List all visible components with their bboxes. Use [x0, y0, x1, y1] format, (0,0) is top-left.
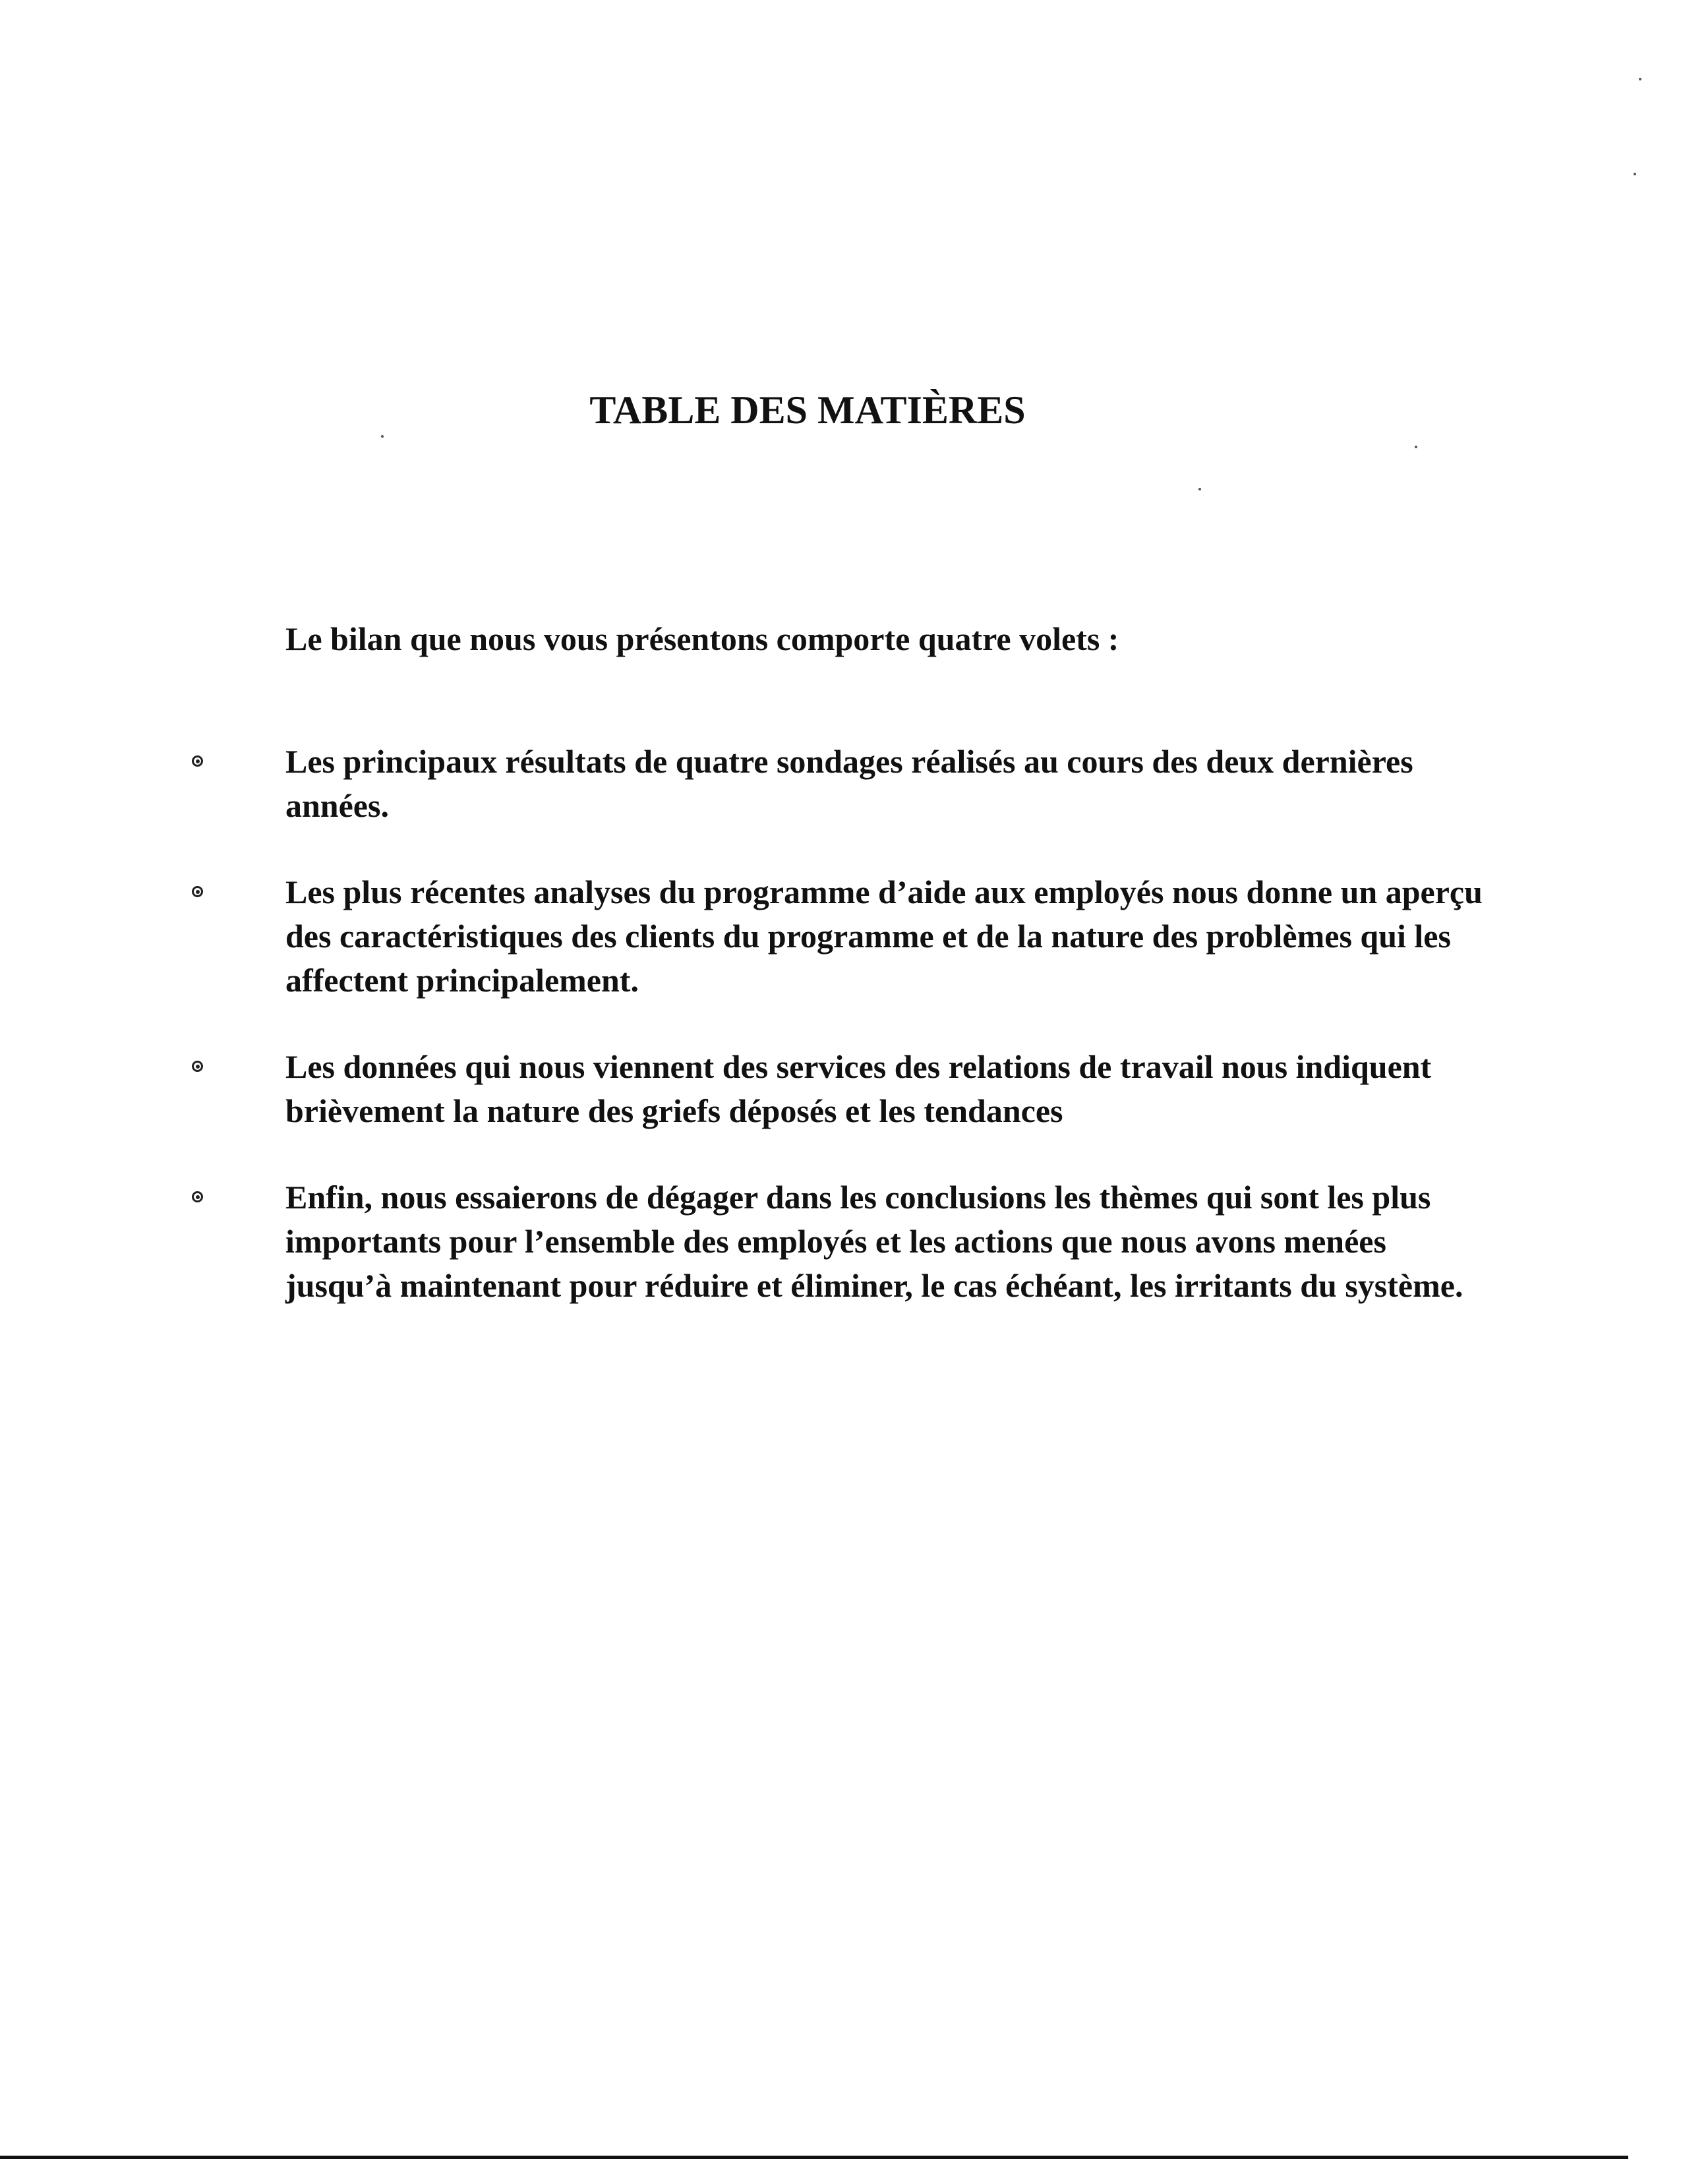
- list-item: [0, 1175, 1681, 1308]
- list-item-text: Les plus récentes analyses du programme d’aide aux employés nous donne un aperçu des caractéristiques des clients du programme et de la nature des problèmes qui les affectent principalement.: [285, 873, 1483, 999]
- page-title: TABLE DES MATIÈRES: [589, 388, 1026, 432]
- list-item-text: Enfin, nous essaierons de dégager dans les conclusions les thèmes qui sont les plus importants pour l’ensemble des employés et les actions que nous avons menées jusqu’à maintenant pour réduire et éliminer, le cas échéant, les irritants du système.: [285, 1179, 1463, 1304]
- list-item: [0, 870, 1681, 1003]
- bullet-icon: [192, 886, 203, 897]
- scan-speck: [1198, 488, 1201, 490]
- bullet-icon: [192, 1061, 203, 1072]
- bullet-icon: [192, 755, 203, 767]
- scan-speck: [1634, 173, 1636, 175]
- scan-speck: [381, 435, 384, 438]
- intro-paragraph: Le bilan que nous vous présentons comporte quatre volets :: [285, 620, 1119, 657]
- scan-speck: [1639, 78, 1641, 80]
- scan-speck: [1415, 446, 1417, 448]
- bullet-list: [0, 740, 1681, 1350]
- list-item: [0, 1045, 1681, 1133]
- bottom-rule: [0, 2156, 1628, 2159]
- bullet-icon: [192, 1191, 203, 1202]
- list-item: [0, 740, 1681, 828]
- list-item-text: Les données qui nous viennent des services des relations de travail nous indiquent brièvement la nature des griefs déposés et les tendances: [285, 1048, 1432, 1129]
- list-item-text: Les principaux résultats de quatre sondages réalisés au cours des deux dernières années.: [285, 743, 1413, 824]
